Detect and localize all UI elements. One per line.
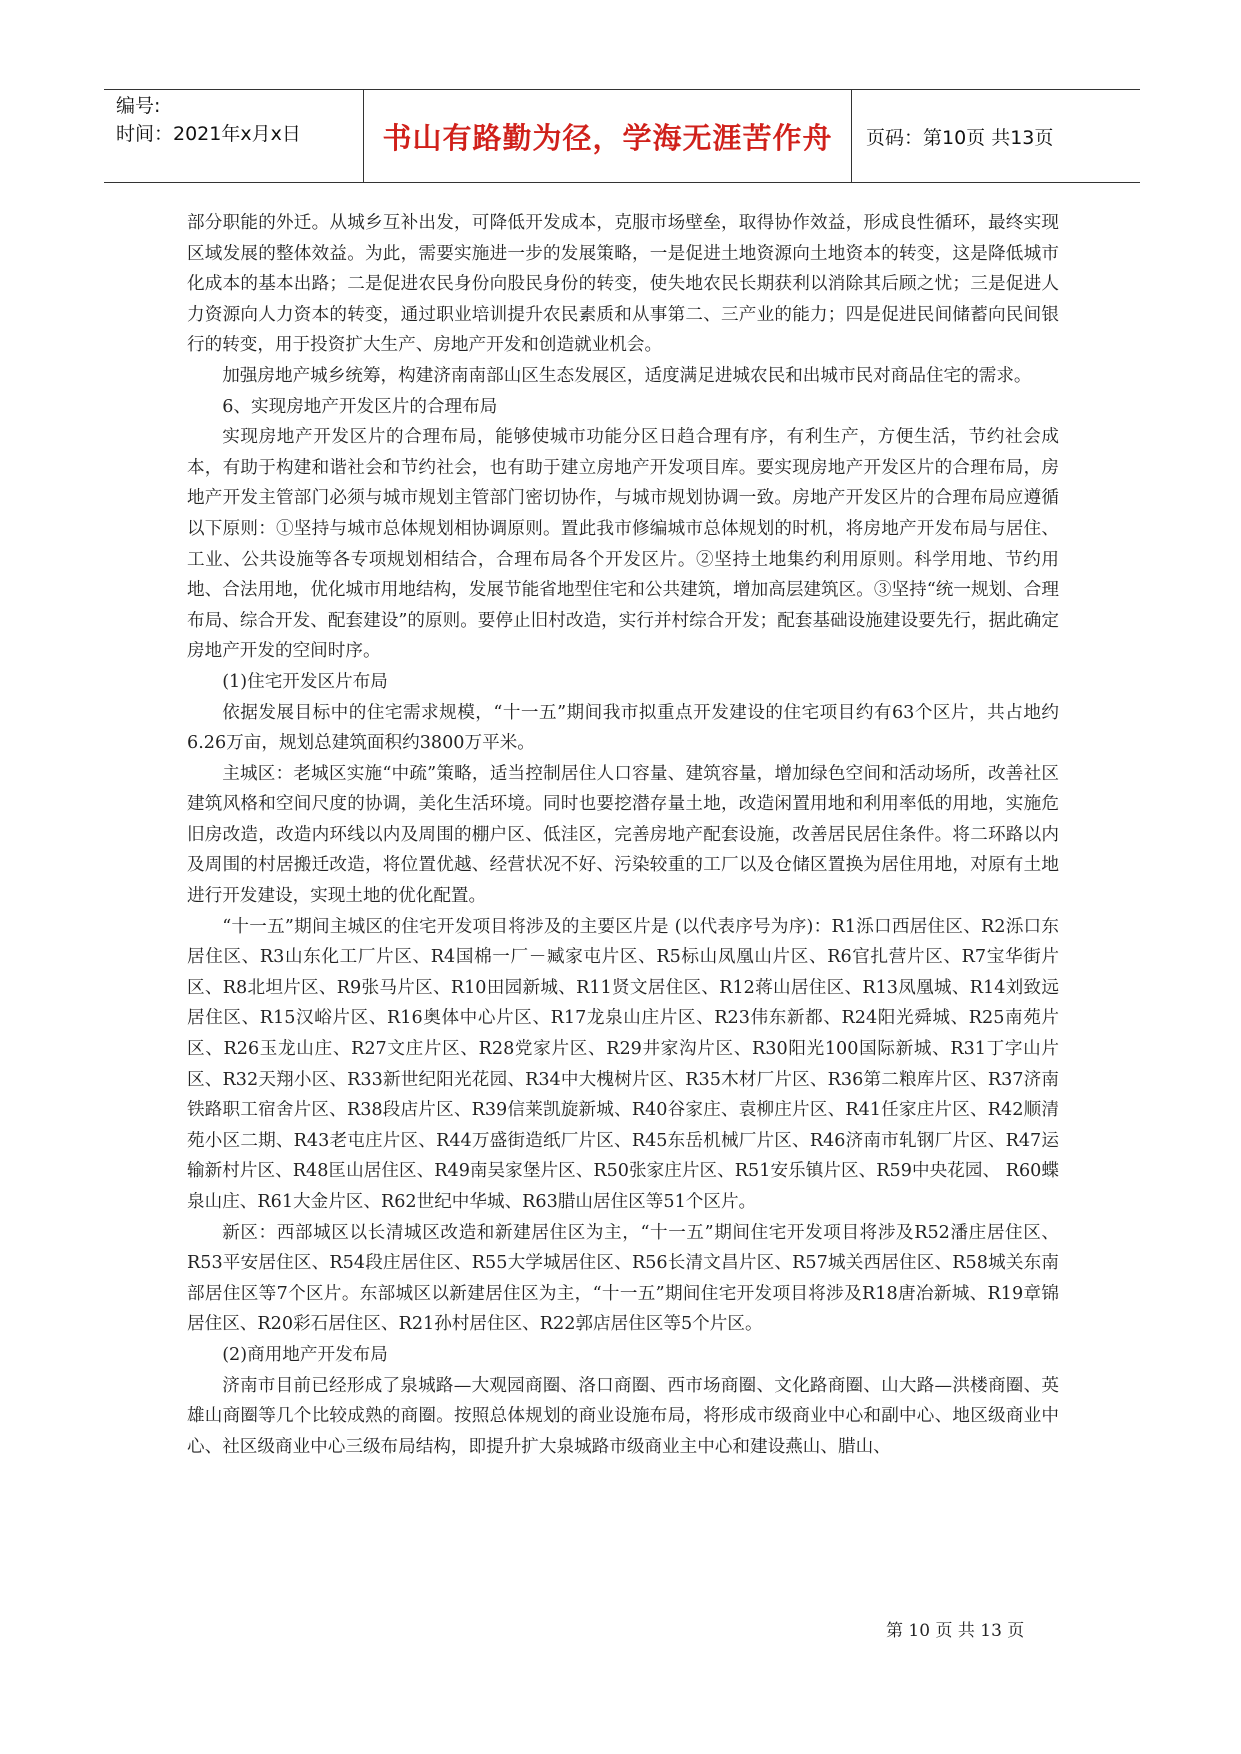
- paragraph: 济南市目前已经形成了泉城路—大观园商圈、洛口商圈、西市场商圈、文化路商圈、山大路—洪楼商圈、英雄山商圈等几个比较成熟的商圈。按照总体规划的商业设施布局，将形成市级商业中心和副中心、地区级商业中心、社区级商业中心三级布局结构，即提升扩大泉城路市级商业主中心和建设燕山、腊山、: [187, 1375, 1059, 1457]
- page-footer: 第 10 页 共 13 页: [886, 1621, 1025, 1641]
- header-page-label: 页码：第10页 共13页: [866, 126, 1054, 149]
- paragraph: 依据发展目标中的住宅需求规模，“十一五”期间我市拟重点开发建设的住宅项目约有63个区片，共占地约6.26万亩，规划总建筑面积约3800万平米。: [187, 702, 1059, 754]
- paragraph: 实现房地产开发区片的合理布局，能够使城市功能分区日趋合理有序，有利生产，方便生活，节约社会成本，有助于构建和谐社会和节约社会，也有助于建立房地产开发项目库。要实现房地产开发区片的合理布局，房地产开发主管部门必须与城市规划主管部门密切协作，与城市规划协调一致。房地产开发区片的合理布局应遵循以下原则：①坚持与城市总体规划相协调原则。置此我市修编城市总体规划的时机，将房地产开发布局与居住、工业、公共设施等各专项规划相结合，合理布局各个开发区片。②坚持土地集约利用原则。科学用地、节约用地、合法用地，优化城市用地结构，发展节能省地型住宅和公共建筑，增加高层建筑区。③坚持“统一规划、合理布局、综合开发、配套建设”的原则。要停止旧村改造，实行并村综合开发；配套基础设施建设要先行，据此确定房地产开发的空间时序。: [187, 427, 1059, 662]
- paragraph: “十一五”期间主城区的住宅开发项目将涉及的主要区片是 (以代表序号为序)：R1泺口西居住区、R2泺口东居住区、R3山东化工厂片区、R4国棉一厂－臧家屯片区、R5标山凤凰山片区、R6官扎营片区、R7宝华街片区、R8北坦片区、R9张马片区、R10田园新城、R11贤文居住区、R12蒋山居住区、R13凤凰城、R14刘致远居住区、R15汉峪片区、R16奥体中心片区、R17龙泉山庄片区、R23伟东新都、R24阳光舜城、R25南苑片区、R26玉龙山庄、R27文庄片区、R28党家片区、R29井家沟片区、R30阳光100国际新城、R31丁字山片区、R32天翔小区、R33新世纪阳光花园、R34中大槐树片区、R35木材厂片区、R36第二粮库片区、R37济南铁路职工宿舍片区、R38段店片区、R39信莱凯旋新城、R40谷家庄、袁柳庄片区、R41任家庄片区、R42顺清苑小区二期、R43老屯庄片区、R44万盛街造纸厂片区、R45东岳机械厂片区、R46济南市轧钢厂片区、R47运输新村片区、R48匡山居住区、R49南吴家堡片区、R50张家庄片区、R51安乐镇片区、R59中央花园、 R60蝶泉山庄、R61大金片区、R62世纪中华城、R63腊山居住区等51个区片。: [187, 916, 1059, 1212]
- subsection-heading: (1)住宅开发区片布局: [222, 671, 388, 692]
- paragraph: 新区：西部城区以长清城区改造和新建居住区为主，“十一五”期间住宅开发项目将涉及R52潘庄居住区、R53平安居住区、R54段庄居住区、R55大学城居住区、R56长清文昌片区、R57城关西居住区、R58城关东南部居住区等7个区片。东部城区以新建居住区为主，“十一五”期间住宅开发项目将涉及R18唐冶新城、R19章锦居住区、R20彩石居住区、R21孙村居住区、R22郭店居住区等5个片区。: [187, 1222, 1059, 1335]
- paragraph: 加强房地产城乡统筹，构建济南南部山区生态发展区，适度满足进城农民和出城市民对商品住宅的需求。: [222, 365, 1032, 386]
- subsection-heading: (2)商用地产开发布局: [222, 1344, 388, 1365]
- document-number-label: 编号:: [116, 95, 161, 117]
- paragraph-continued: 部分职能的外迁。从城乡互补出发，可降低开发成本，克服市场壁垒，取得协作效益，形成良性循环，最终实现区域发展的整体效益。为此，需要实施进一步的发展策略，一是促进土地资源向土地资本的转变，这是降低城市化成本的基本出路；二是促进农民身份向股民身份的转变，使失地农民长期获利以消除其后顾之忧；三是促进人力资源向人力资本的转变，通过职业培训提升农民素质和从事第二、三产业的能力；四是促进民间储蓄向民间银行的转变，用于投资扩大生产、房地产开发和创造就业机会。: [187, 213, 1059, 356]
- paragraph: 主城区：老城区实施“中疏”策略，适当控制居住人口容量、建筑容量，增加绿色空间和活动场所，改善社区建筑风格和空间尺度的协调，美化生活环境。同时也要挖潜存量土地，改造闲置用地和利用率低的用地，实施危旧房改造，改造内环线以内及周围的棚户区、低洼区，完善房地产配套设施，改善居民居住条件。将二环路以内及周围的村居搬迁改造，将位置优越、经营状况不好、污染较重的工厂以及仓储区置换为居住用地，对原有土地进行开发建设，实现土地的优化配置。: [187, 763, 1059, 907]
- section-heading: 6、实现房地产开发区片的合理布局: [222, 396, 498, 417]
- page-header: [104, 89, 1140, 183]
- header-meta: [104, 90, 364, 182]
- document-body: [187, 208, 1059, 1462]
- header-motto: 书山有路勤为径，学海无涯苦作舟: [364, 90, 852, 182]
- document-time-label: 时间：2021年x月x日: [116, 123, 301, 145]
